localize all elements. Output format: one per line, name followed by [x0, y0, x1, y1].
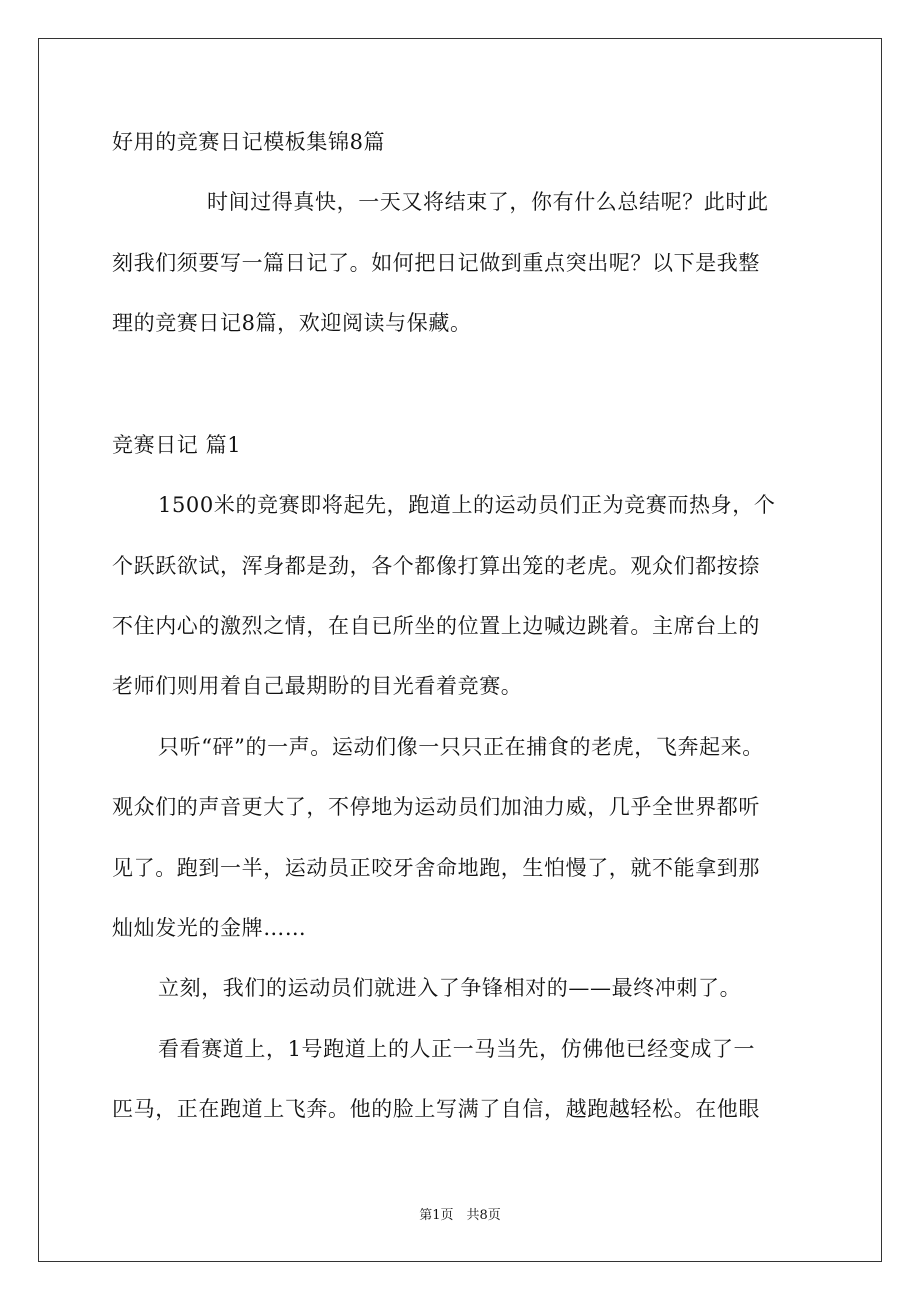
body-line-10: 看看赛道上，1号跑道上的人正一马当先，仿佛他已经变成了一 [158, 1037, 756, 1061]
page-border [38, 38, 882, 1262]
document-title: 好用的竞赛日记模板集锦8篇 [112, 130, 386, 154]
body-line-7: 见了。跑到一半，运动员正咬牙舍命地跑，生怕慢了，就不能拿到那 [112, 856, 760, 880]
intro-line-1: 时间过得真快，一天又将结束了，你有什么总结呢？此时此 [207, 190, 769, 214]
body-line-1: 1500米的竞赛即将起先，跑道上的运动员们正为竞赛而热身，个 [158, 493, 776, 517]
body-line-2: 个跃跃欲试，浑身都是劲，各个都像打算出笼的老虎。观众们都按捺 [112, 554, 760, 578]
body-line-4: 老师们则用着自己最期盼的目光看着竞赛。 [112, 674, 523, 698]
intro-line-2: 刻我们须要写一篇日记了。如何把日记做到重点突出呢？以下是我整 [112, 251, 760, 275]
body-line-11: 匹马，正在跑道上飞奔。他的脸上写满了自信，越跑越轻松。在他眼 [112, 1097, 760, 1121]
body-line-8: 灿灿发光的金牌…… [112, 916, 307, 940]
section-heading: 竞赛日记 篇1 [112, 433, 242, 457]
body-line-5: 只听“砰”的一声。运动们像一只只正在捕食的老虎，飞奔起来。 [158, 735, 764, 759]
body-line-3: 不住内心的激烈之情，在自已所坐的位置上边喊边跳着。主席台上的 [112, 614, 760, 638]
body-line-9: 立刻，我们的运动员们就进入了争锋相对的——最终冲刺了。 [158, 976, 742, 1000]
intro-line-3: 理的竞赛日记8篇，欢迎阅读与保藏。 [112, 311, 472, 335]
body-line-6: 观众们的声音更大了，不停地为运动员们加油力威，几乎全世界都听 [112, 795, 760, 819]
page-number-footer: 第1页 共8页 [419, 1208, 501, 1223]
